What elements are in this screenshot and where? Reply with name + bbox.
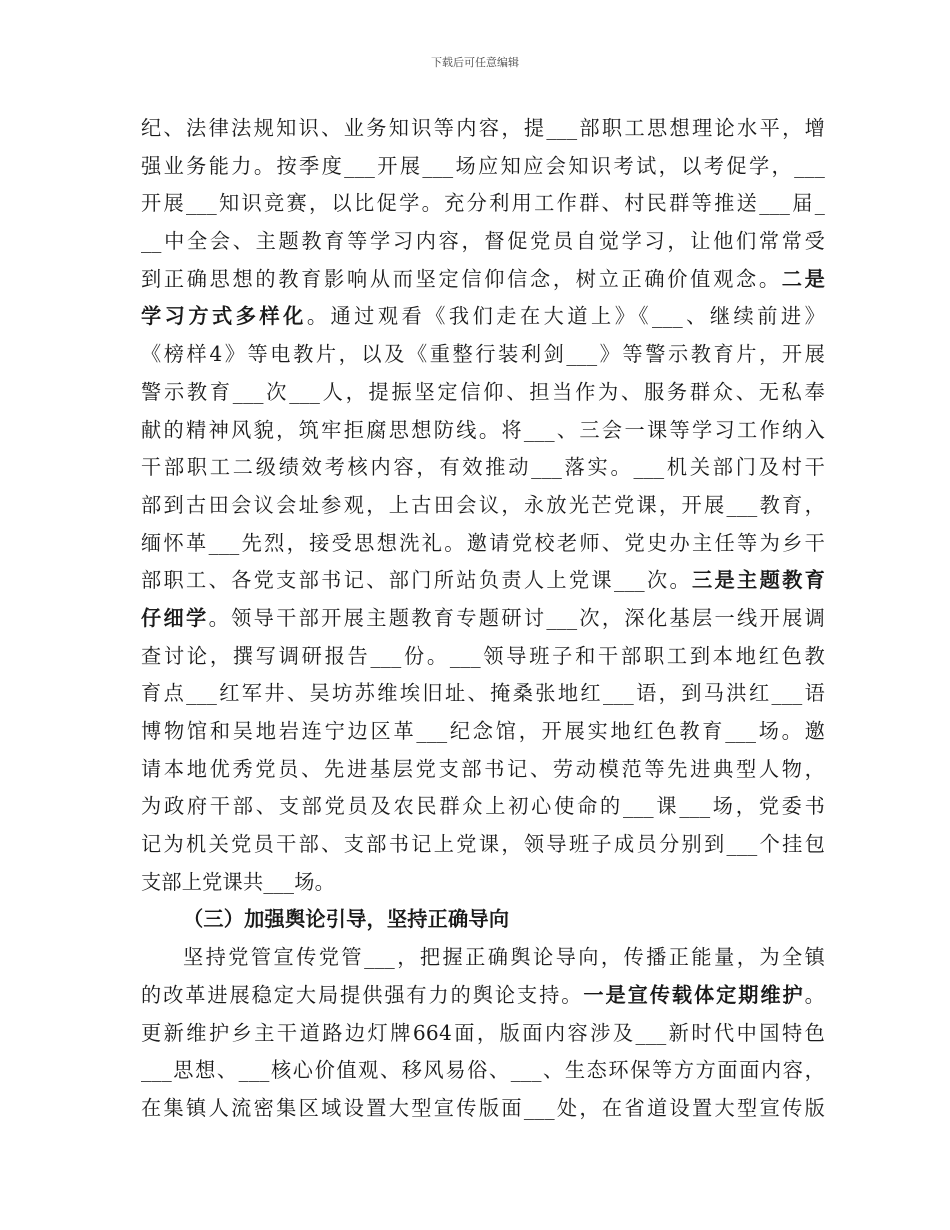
- text-line: [141, 148, 825, 186]
- text-line: [141, 374, 825, 412]
- page-header: 下载后可任意编辑: [431, 56, 519, 69]
- text-run: 的改革进展稳定大局提供强有力的舆论支持。: [141, 982, 584, 1007]
- text-run: 开展___知识竞赛，以比促学。充分利用工作群、村民群等推送___届_: [141, 191, 825, 216]
- text-line: [141, 562, 825, 600]
- text-line: [141, 185, 825, 223]
- text-run: ___思想、___核心价值观、移风易俗、___、生态环保等方方面面内容，: [141, 1058, 825, 1083]
- bold-run: 仔细学: [141, 605, 209, 630]
- text-run: 干部职工二级绩效考核内容，有效推动___落实。___机关部门及村干: [141, 455, 825, 480]
- text-line: [141, 336, 825, 374]
- text-line: [141, 449, 825, 487]
- text-run: 育点___红军井、吴坊苏维埃旧址、掩桑张地红___语，到马洪红___语: [141, 681, 825, 706]
- text-run: 强业务能力。按季度___开展___场应知应会知识考试，以考促学，___: [141, 153, 825, 178]
- bold-run: 三是主题教育: [692, 568, 826, 593]
- text-line: [141, 600, 825, 638]
- text-run: 更新维护乡主干道路边灯牌664面，版面内容涉及___新时代中国特色: [141, 1020, 825, 1045]
- text-run: __中全会、主题教育等学习内容，督促党员自觉学习，让他们常常受: [141, 229, 825, 254]
- text-run: 博物馆和吴地岩连宁边区革___纪念馆，开展实地红色教育___场。邀: [141, 719, 825, 743]
- text-run: 。: [804, 982, 825, 1007]
- text-run: 记为机关党员干部、支部书记上党课，领导班子成员分别到___个挂包: [141, 832, 825, 857]
- text-run: 缅怀革___先烈，接受思想洗礼。邀请党校老师、党史办主任等为乡干: [141, 530, 825, 555]
- text-line: [141, 939, 825, 977]
- section-heading: [141, 901, 825, 939]
- text-line: [141, 487, 825, 525]
- text-run: 为政府干部、支部党员及农民群众上初心使命的___课___场，党委书: [141, 794, 825, 819]
- bold-run: 二是: [781, 266, 825, 291]
- text-run: 支部上党课共___场。: [141, 869, 335, 894]
- text-line: [141, 412, 825, 450]
- text-line: [141, 713, 825, 751]
- text-line: [141, 110, 825, 148]
- document-body: [141, 110, 825, 1128]
- text-line: [141, 638, 825, 676]
- text-run: 警示教育___次___人，提振坚定信仰、担当作为、服务群众、无私奉: [141, 379, 825, 404]
- text-run: 坚持党管宣传党管___，把握正确舆论导向，传播正能量，为全镇: [183, 945, 825, 970]
- text-line: [141, 1015, 825, 1053]
- text-run: 献的精神风貌，筑牢拒腐思想防线。将___、三会一课等学习工作纳入: [141, 417, 825, 442]
- text-line: [141, 675, 825, 713]
- bold-run: 一是宣传载体定期维护: [583, 982, 805, 1007]
- text-line: [141, 864, 825, 902]
- text-line: [141, 1090, 825, 1128]
- heading-text: （三）加强舆论引导，坚持正确导向: [183, 907, 510, 932]
- text-run: 查讨论，撰写调研报告___份。___领导班子和干部职工到本地红色教: [141, 643, 825, 668]
- text-run: 。通过观看《我们走在大道上》《___、继续前进》: [306, 304, 826, 329]
- text-line: [141, 977, 825, 1015]
- text-run: 纪、法律法规知识、业务知识等内容，提___部职工思想理论水平，增: [141, 116, 825, 140]
- text-line: [141, 223, 825, 261]
- text-line: [141, 751, 825, 789]
- text-run: 请本地优秀党员、先进基层党支部书记、劳动模范等先进典型人物，: [141, 756, 825, 781]
- text-line: [141, 1052, 825, 1090]
- text-run: 到正确思想的教育影响从而坚定信仰信念，树立正确价值观念。: [141, 266, 782, 291]
- text-run: 《榜样4》等电教片，以及《重整行装利剑___》等警示教育片，开展: [141, 342, 825, 367]
- text-run: 。领导干部开展主题教育专题研讨___次，深化基层一线开展调: [208, 605, 825, 630]
- text-line: [141, 826, 825, 864]
- text-run: 在集镇人流密集区域设置大型宣传版面___处，在省道设置大型宣传版: [141, 1095, 825, 1120]
- bold-run: 学习方式多样化: [141, 304, 307, 329]
- text-line: [141, 788, 825, 826]
- text-run: 部到古田会议会址参观，上古田会议，永放光芒党课，开展___教育，: [141, 492, 825, 517]
- text-line: [141, 261, 825, 299]
- text-line: [141, 298, 825, 336]
- text-line: [141, 525, 825, 563]
- text-run: 部职工、各党支部书记、部门所站负责人上党课___次。: [141, 568, 693, 593]
